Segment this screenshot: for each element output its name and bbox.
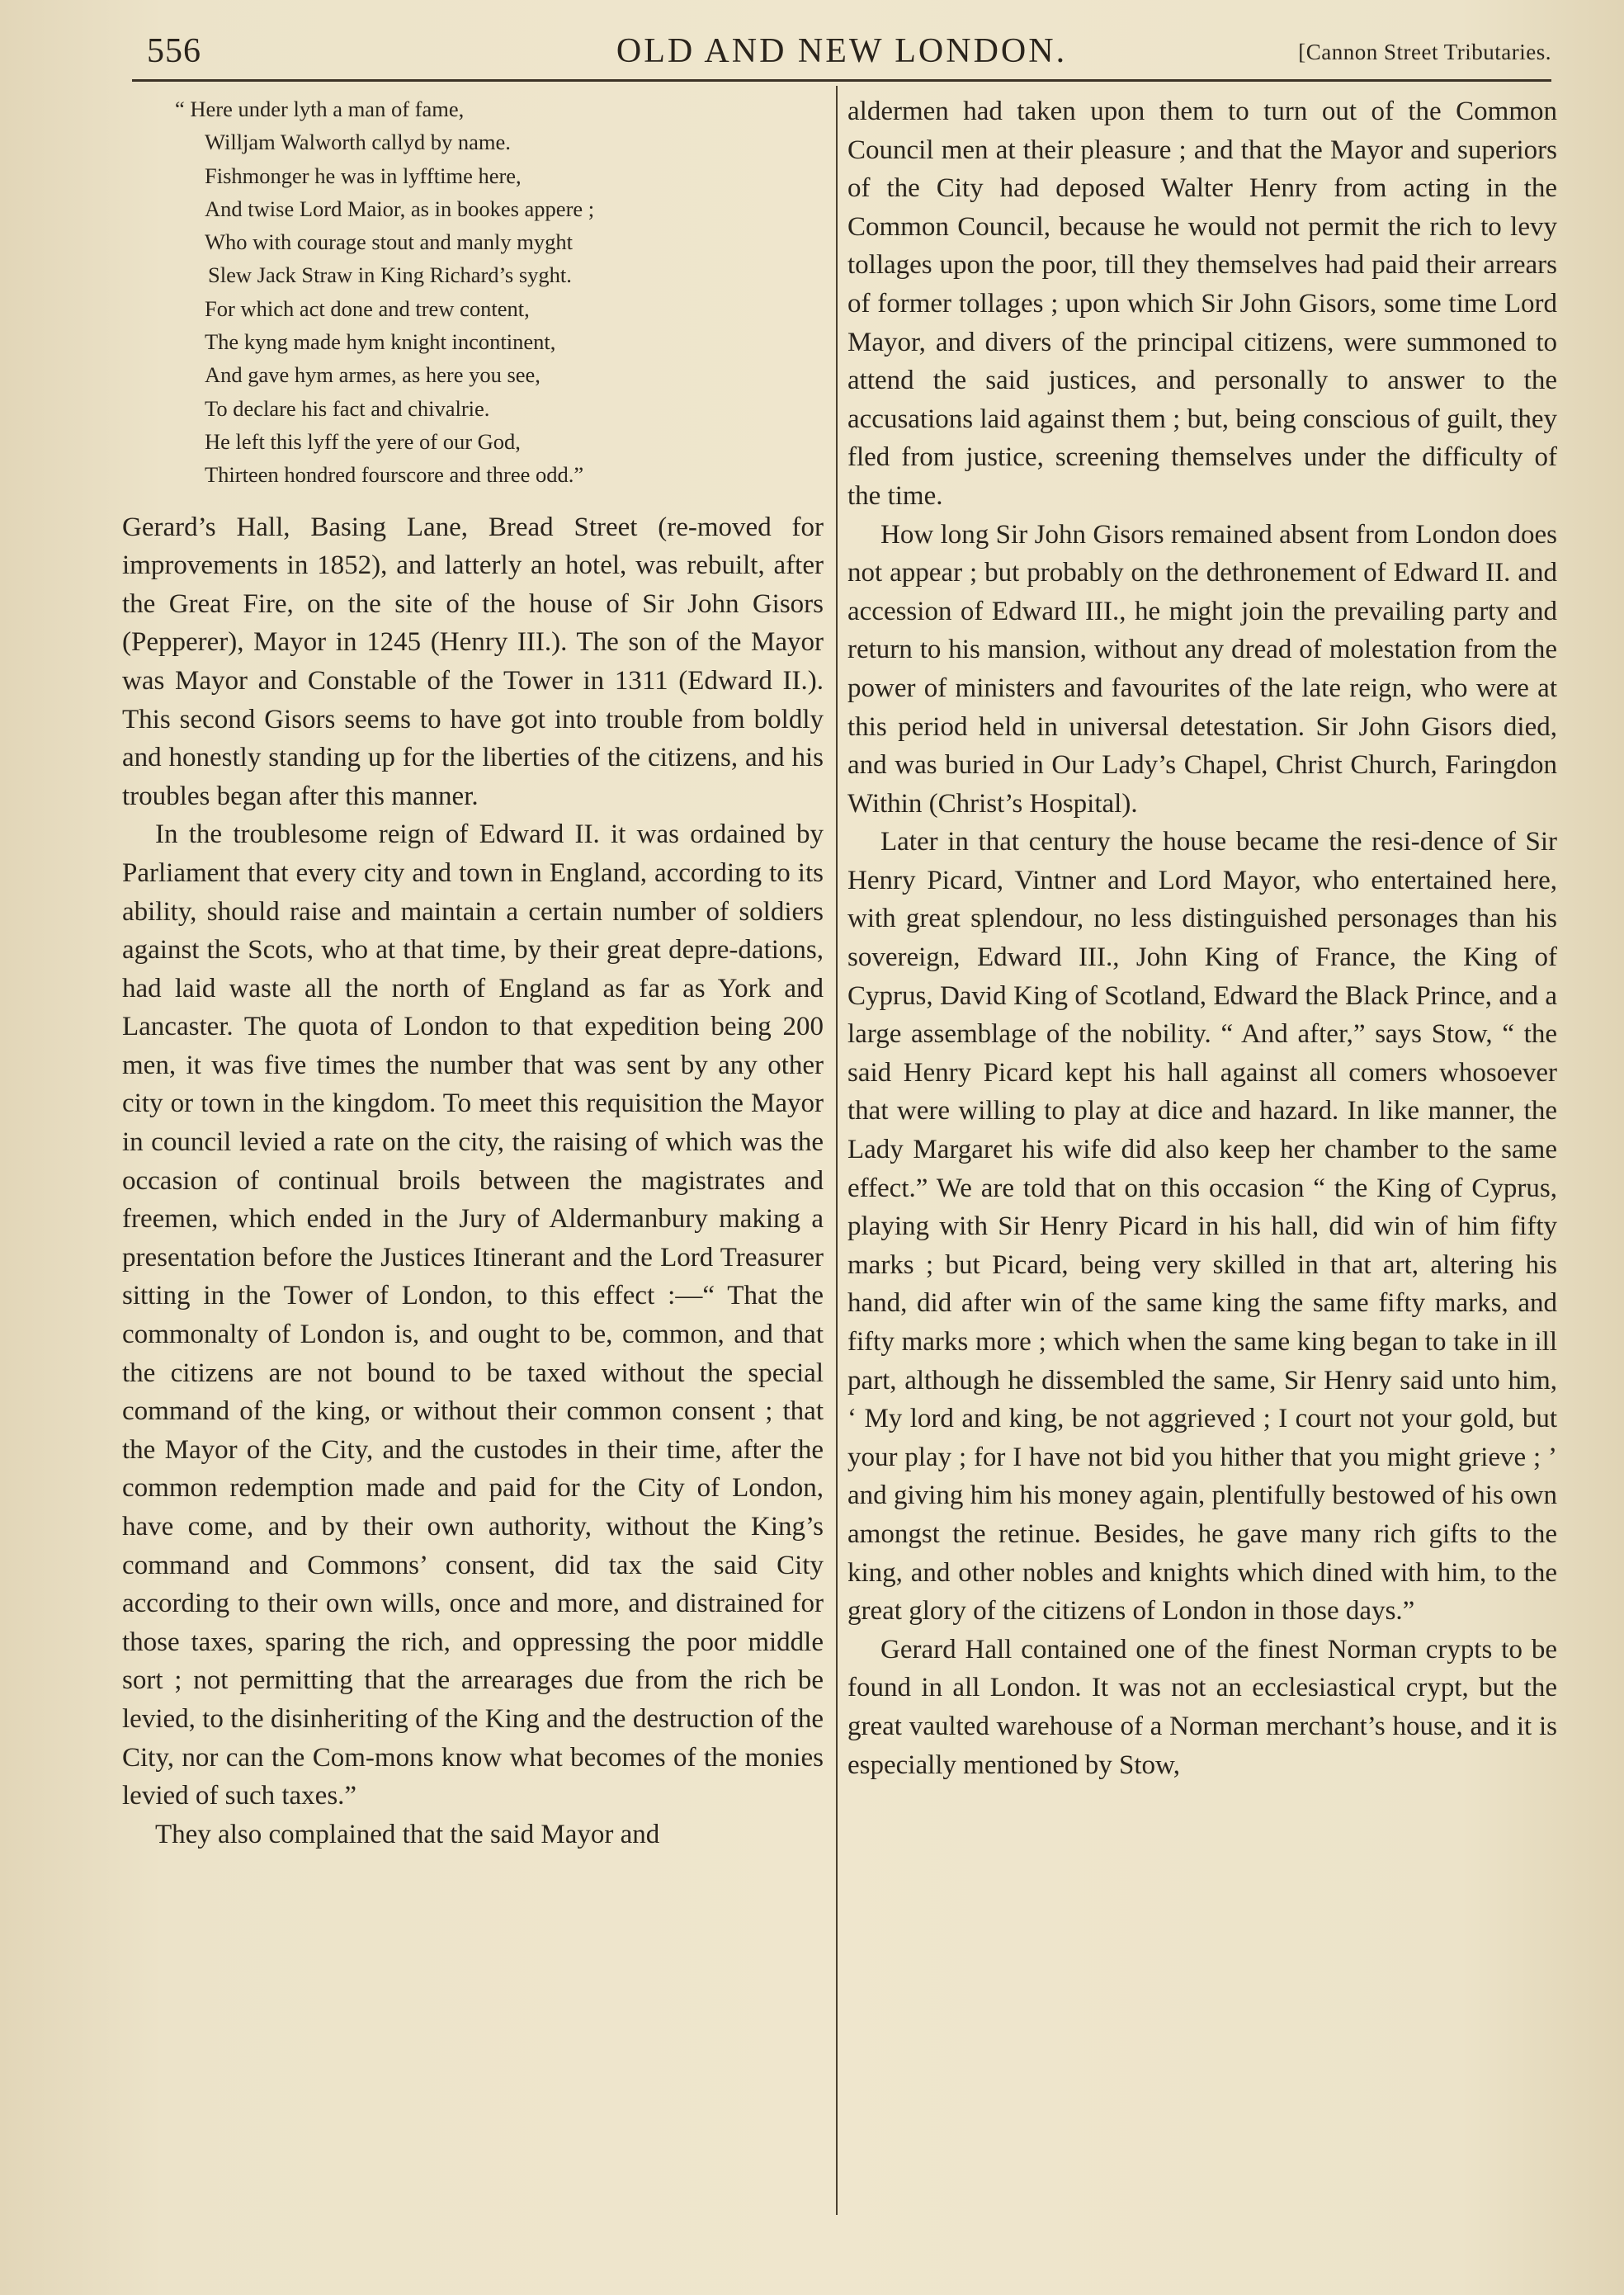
poem-line: Who with courage stout and manly myght — [205, 229, 573, 255]
poem-line: To declare his fact and chivalrie. — [205, 395, 490, 421]
poem-line: The kyng made hym knight incontinent, — [205, 329, 556, 355]
poem-line: Thirteen hondred fourscore and three odd.” — [205, 462, 584, 488]
poem-line: Slew Jack Straw in King Richard’s syght. — [208, 262, 572, 288]
poem-line: He left this lyff the yere of our God, — [205, 428, 521, 454]
poem-line: And gave hym armes, as here you see, — [205, 362, 541, 388]
page-header — [132, 25, 1551, 74]
left-column — [122, 92, 824, 1853]
header-rule — [132, 79, 1551, 82]
paragraph: Gerard’s Hall, Basing Lane, Bread Street (re-moved for improvements in 1852), and latterly an hotel, was rebuilt, after the Great Fire, on the site of the house of Sir John Gisors (Pepperer), Mayor in 1245 (Henry III.). The son of the Mayor was Mayor and Constable of the Tower in 1311 (Edward II.). This second Gisors seems to have got into trouble from boldly and honestly standing up for the liberties of the citizens, and his troubles began after this manner. — [122, 512, 824, 811]
paragraph: In the troublesome reign of Edward II. it was ordained by Parliament that every city and town in England, according to its ability, should raise and maintain a certain number of soldiers against the Scots, who at that time, by their great depre-dations, had laid waste all the north of England as far as York and Lancaster. The quota of London to that expedition being 200 men, it was five times the number that was sent by any other city or town in the kingdom. To meet this requisition the Mayor in council levied a rate on the city, the raising of which was the occasion of continual broils between the magistrates and freemen, which ended in the Jury of Aldermanbury making a presentation before the Justices Itinerant and the Lord Treasurer sitting in the Tower of London, to this effect :—“ That the commonalty of London is, and ought to be, common, and that the citizens are not bound to be taxed without the special command of the king, or without their common consent ; that the Mayor of the City, and the custodes in their time, after the common redemption made and paid for the City of London, have come, and by their own authority, without the King’s command and Commons’ consent, did tax the said City according to their own wills, once and more, and distrained for those taxes, sparing the rich, and oppressing the poor middle sort ; not permitting that the arrearages due from the rich be levied, to the disinheriting of the King and the destruction of the City, nor can the Com-mons know what becomes of the monies levied of such taxes.” — [122, 819, 824, 1811]
paragraph: How long Sir John Gisors remained absent from London does not appear ; but probably on the dethronement of Edward II. and accession of Edward III., he might join the prevailing party and return to his mansion, without any dread of molestation from the power of ministers and favourites of the late reign, who were at this period held in universal detestation. Sir John Gisors died, and was buried in Our Lady’s Chapel, Christ Church, Faringdon Within (Christ’s Hospital). — [847, 519, 1557, 819]
paragraph: Gerard Hall contained one of the finest Norman crypts to be found in all London. It was not an ecclesiastical crypt, but the great vaulted warehouse of a Norman merchant’s house, and it is especially mentioned by Stow, — [847, 1634, 1557, 1780]
section-title: [Cannon Street Tributaries. — [1298, 40, 1551, 64]
right-column — [847, 92, 1557, 1784]
poem-line: “ Here under lyth a man of fame, — [175, 97, 465, 121]
epitaph-poem — [122, 92, 824, 492]
running-title: OLD AND NEW LONDON. — [616, 32, 1068, 70]
paragraph: aldermen had taken upon them to turn out of the Common Council men at their pleasure ; and that the Mayor and superiors of the City had deposed Walter Henry from acting in the Common Council, because he would not permit the rich to levy tollages upon the poor, till they themselves had paid their arrears of former tollages ; upon which Sir John Gisors, some time Lord Mayor, and divers of the principal citizens, were summoned to attend the said justices, and personally to answer to the accusations laid against them ; but, being conscious of guilt, they fled from justice, screening themselves under the difficulty of the time. — [847, 97, 1557, 511]
poem-line: Willjam Walworth callyd by name. — [205, 130, 511, 155]
poem-line: And twise Lord Maior, as in bookes appere ; — [205, 196, 595, 221]
paragraph: They also complained that the said Mayor and — [155, 1819, 660, 1849]
poem-line: Fishmonger he was in lyfftime here, — [205, 163, 522, 188]
poem-line: For which act done and trew content, — [205, 295, 530, 321]
column-divider — [836, 86, 838, 2215]
page-number: 556 — [147, 32, 201, 70]
paragraph: Later in that century the house became the resi-dence of Sir Henry Picard, Vintner and Lord Mayor, who entertained here, with great splendour, no less distinguished personages than his sovereign, Edward III., John King of France, the King of Cyprus, David King of Scotland, Edward the Black Prince, and a large assemblage of the nobility. “ And after,” says Stow, “ the said Henry Picard kept his hall against all comers whosoever that were willing to play at dice and hazard. In like manner, the Lady Margaret his wife did also keep her chamber to the same effect.” We are told that on this occasion “ the King of Cyprus, playing with Sir Henry Picard in his hall, did win of him fifty marks ; but Picard, being very skilled in that art, altering his hand, did after win of the same king the same fifty marks, and fifty marks more ; which when the same king began to take in ill part, although he dissembled the same, Sir Henry said unto him, ‘ My lord and king, be not aggrieved ; I court not your gold, but your play ; for I have not bid you hither that you might grieve ; ’ and giving him his money again, plentifully bestowed of his own amongst the retinue. Besides, he gave many rich gifts to the king, and other nobles and knights which dined with him, to the great glory of the citizens of London in those days.” — [847, 827, 1557, 1627]
